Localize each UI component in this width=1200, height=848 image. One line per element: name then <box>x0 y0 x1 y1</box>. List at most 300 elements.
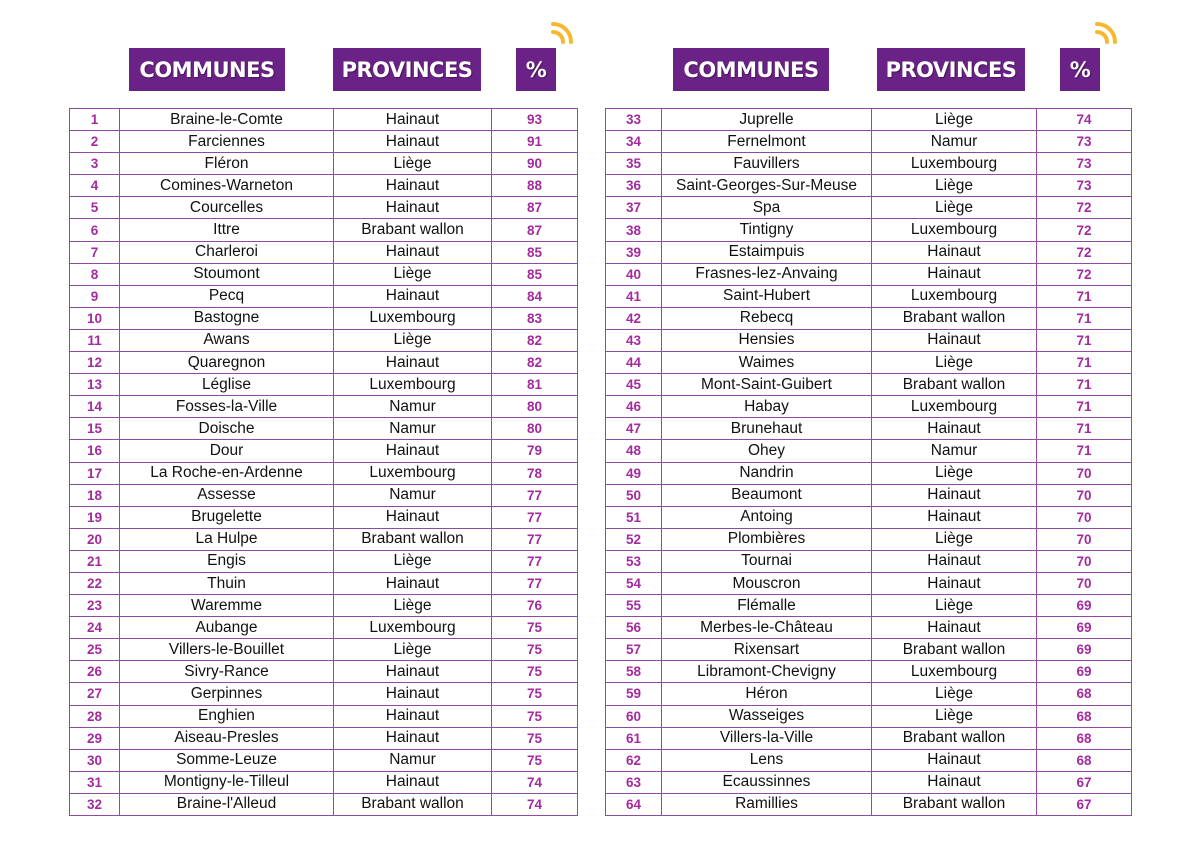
percent-cell: 73 <box>1037 131 1132 153</box>
province-cell: Liège <box>872 352 1037 374</box>
percent-cell: 71 <box>1037 352 1132 374</box>
table-row <box>70 109 578 131</box>
percent-cell: 77 <box>492 550 578 572</box>
rank-cell: 23 <box>70 595 120 617</box>
commune-cell: Antoing <box>662 506 872 528</box>
percent-cell: 74 <box>492 771 578 793</box>
province-cell: Luxembourg <box>334 374 492 396</box>
percent-cell: 77 <box>492 506 578 528</box>
table-row <box>70 285 578 307</box>
table-row <box>606 639 1132 661</box>
rank-cell: 28 <box>70 705 120 727</box>
province-cell: Namur <box>334 484 492 506</box>
table-row <box>70 617 578 639</box>
table-row <box>70 462 578 484</box>
commune-cell: Sivry-Rance <box>120 661 334 683</box>
percent-cell: 93 <box>492 109 578 131</box>
rank-cell: 4 <box>70 175 120 197</box>
rank-cell: 36 <box>606 175 662 197</box>
province-cell: Hainaut <box>872 572 1037 594</box>
province-cell: Luxembourg <box>872 396 1037 418</box>
province-cell: Hainaut <box>872 506 1037 528</box>
percent-cell: 76 <box>492 595 578 617</box>
rank-cell: 61 <box>606 727 662 749</box>
commune-cell: Mouscron <box>662 572 872 594</box>
header-communes-right: COMMUNES <box>673 48 829 91</box>
percent-cell: 68 <box>1037 683 1132 705</box>
table-row <box>70 352 578 374</box>
rank-cell: 51 <box>606 506 662 528</box>
table-row <box>606 771 1132 793</box>
commune-cell: Fléron <box>120 153 334 175</box>
commune-cell: Fosses-la-Ville <box>120 396 334 418</box>
table-row <box>606 241 1132 263</box>
province-cell: Brabant wallon <box>872 307 1037 329</box>
rank-cell: 22 <box>70 572 120 594</box>
percent-cell: 75 <box>492 749 578 771</box>
province-cell: Liège <box>334 639 492 661</box>
percent-cell: 77 <box>492 572 578 594</box>
percent-cell: 67 <box>1037 793 1132 815</box>
rank-cell: 46 <box>606 396 662 418</box>
percent-cell: 67 <box>1037 771 1132 793</box>
table-row <box>606 352 1132 374</box>
percent-cell: 85 <box>492 263 578 285</box>
rank-cell: 19 <box>70 506 120 528</box>
table-row <box>70 683 578 705</box>
percent-cell: 75 <box>492 661 578 683</box>
rank-cell: 60 <box>606 705 662 727</box>
table-row <box>70 153 578 175</box>
commune-cell: Brunehaut <box>662 418 872 440</box>
table-row <box>606 462 1132 484</box>
commune-cell: Plombières <box>662 528 872 550</box>
rank-cell: 18 <box>70 484 120 506</box>
province-cell: Hainaut <box>334 352 492 374</box>
commune-cell: Doische <box>120 418 334 440</box>
rank-cell: 41 <box>606 285 662 307</box>
percent-cell: 85 <box>492 241 578 263</box>
rank-cell: 35 <box>606 153 662 175</box>
rank-cell: 50 <box>606 484 662 506</box>
commune-cell: Merbes-le-Château <box>662 617 872 639</box>
province-cell: Liège <box>334 153 492 175</box>
table-row <box>70 528 578 550</box>
table-row <box>606 153 1132 175</box>
rank-cell: 37 <box>606 197 662 219</box>
table-row <box>70 440 578 462</box>
percent-cell: 69 <box>1037 617 1132 639</box>
rank-cell: 42 <box>606 307 662 329</box>
table-row <box>606 484 1132 506</box>
province-cell: Liège <box>872 109 1037 131</box>
rank-cell: 56 <box>606 617 662 639</box>
province-cell: Hainaut <box>334 506 492 528</box>
province-cell: Liège <box>872 528 1037 550</box>
commune-cell: Somme-Leuze <box>120 749 334 771</box>
rank-cell: 1 <box>70 109 120 131</box>
percent-cell: 70 <box>1037 528 1132 550</box>
commune-cell: Hensies <box>662 329 872 351</box>
rank-cell: 14 <box>70 396 120 418</box>
table-row <box>70 396 578 418</box>
province-cell: Luxembourg <box>872 153 1037 175</box>
province-cell: Brabant wallon <box>334 528 492 550</box>
commune-cell: Courcelles <box>120 197 334 219</box>
table-row <box>606 550 1132 572</box>
province-cell: Luxembourg <box>334 307 492 329</box>
table-row <box>606 572 1132 594</box>
province-cell: Hainaut <box>334 440 492 462</box>
table-row <box>70 572 578 594</box>
rank-cell: 25 <box>70 639 120 661</box>
table-row <box>70 771 578 793</box>
province-cell: Namur <box>334 418 492 440</box>
percent-cell: 72 <box>1037 263 1132 285</box>
province-cell: Hainaut <box>334 241 492 263</box>
table-row <box>70 241 578 263</box>
table-row <box>70 175 578 197</box>
percent-cell: 68 <box>1037 749 1132 771</box>
rank-cell: 63 <box>606 771 662 793</box>
percent-cell: 87 <box>492 197 578 219</box>
province-cell: Hainaut <box>872 241 1037 263</box>
province-cell: Hainaut <box>334 727 492 749</box>
ranking-table-left <box>69 108 578 816</box>
province-cell: Namur <box>334 396 492 418</box>
percent-cell: 73 <box>1037 175 1132 197</box>
table-row <box>606 396 1132 418</box>
province-cell: Hainaut <box>872 263 1037 285</box>
province-cell: Hainaut <box>872 329 1037 351</box>
table-row <box>70 418 578 440</box>
commune-cell: Waimes <box>662 352 872 374</box>
percent-cell: 90 <box>492 153 578 175</box>
commune-cell: Lens <box>662 749 872 771</box>
commune-cell: Nandrin <box>662 462 872 484</box>
commune-cell: Juprelle <box>662 109 872 131</box>
province-cell: Luxembourg <box>872 219 1037 241</box>
commune-cell: Libramont-Chevigny <box>662 661 872 683</box>
rank-cell: 10 <box>70 307 120 329</box>
province-cell: Hainaut <box>334 131 492 153</box>
commune-cell: Fauvillers <box>662 153 872 175</box>
table-row <box>606 219 1132 241</box>
table-row <box>606 617 1132 639</box>
percent-cell: 84 <box>492 285 578 307</box>
province-cell: Liège <box>872 683 1037 705</box>
header-communes-left: COMMUNES <box>129 48 285 91</box>
table-row <box>606 285 1132 307</box>
commune-cell: Fernelmont <box>662 131 872 153</box>
commune-cell: Comines-Warneton <box>120 175 334 197</box>
table-row <box>70 595 578 617</box>
commune-cell: Rebecq <box>662 307 872 329</box>
commune-cell: Aubange <box>120 617 334 639</box>
commune-cell: Braine-le-Comte <box>120 109 334 131</box>
percent-cell: 68 <box>1037 727 1132 749</box>
percent-cell: 75 <box>492 683 578 705</box>
province-cell: Luxembourg <box>334 617 492 639</box>
percent-cell: 72 <box>1037 219 1132 241</box>
province-cell: Hainaut <box>334 175 492 197</box>
wifi-signal-icon <box>1089 22 1125 56</box>
percent-cell: 88 <box>492 175 578 197</box>
commune-cell: Héron <box>662 683 872 705</box>
province-cell: Brabant wallon <box>872 793 1037 815</box>
province-cell: Brabant wallon <box>334 219 492 241</box>
commune-cell: Léglise <box>120 374 334 396</box>
table-row <box>606 749 1132 771</box>
rank-cell: 15 <box>70 418 120 440</box>
rank-cell: 11 <box>70 329 120 351</box>
commune-cell: Engis <box>120 550 334 572</box>
table-row <box>70 705 578 727</box>
table-row <box>70 374 578 396</box>
rank-cell: 54 <box>606 572 662 594</box>
commune-cell: Spa <box>662 197 872 219</box>
province-cell: Hainaut <box>334 661 492 683</box>
commune-cell: Ramillies <box>662 793 872 815</box>
province-cell: Liège <box>872 595 1037 617</box>
commune-cell: Enghien <box>120 705 334 727</box>
rank-cell: 62 <box>606 749 662 771</box>
percent-cell: 80 <box>492 418 578 440</box>
province-cell: Namur <box>334 749 492 771</box>
percent-cell: 73 <box>1037 153 1132 175</box>
percent-cell: 75 <box>492 639 578 661</box>
table-row <box>70 484 578 506</box>
rank-cell: 27 <box>70 683 120 705</box>
table-row <box>606 661 1132 683</box>
percent-cell: 69 <box>1037 639 1132 661</box>
commune-cell: Aiseau-Presles <box>120 727 334 749</box>
table-row <box>70 639 578 661</box>
commune-cell: La Hulpe <box>120 528 334 550</box>
percent-cell: 80 <box>492 396 578 418</box>
table-row <box>606 440 1132 462</box>
commune-cell: Villers-le-Bouillet <box>120 639 334 661</box>
province-cell: Hainaut <box>872 418 1037 440</box>
rank-cell: 3 <box>70 153 120 175</box>
rank-cell: 55 <box>606 595 662 617</box>
percent-cell: 71 <box>1037 329 1132 351</box>
commune-cell: Flémalle <box>662 595 872 617</box>
rank-cell: 43 <box>606 329 662 351</box>
commune-cell: Farciennes <box>120 131 334 153</box>
rank-cell: 17 <box>70 462 120 484</box>
commune-cell: Bastogne <box>120 307 334 329</box>
percent-cell: 71 <box>1037 440 1132 462</box>
rank-cell: 45 <box>606 374 662 396</box>
commune-cell: Brugelette <box>120 506 334 528</box>
percent-cell: 79 <box>492 440 578 462</box>
rank-cell: 52 <box>606 528 662 550</box>
percent-cell: 91 <box>492 131 578 153</box>
rank-cell: 24 <box>70 617 120 639</box>
percent-cell: 69 <box>1037 661 1132 683</box>
commune-cell: Villers-la-Ville <box>662 727 872 749</box>
rank-cell: 34 <box>606 131 662 153</box>
table-row <box>606 506 1132 528</box>
table-row <box>606 727 1132 749</box>
rank-cell: 40 <box>606 263 662 285</box>
province-cell: Namur <box>872 440 1037 462</box>
percent-cell: 83 <box>492 307 578 329</box>
province-cell: Liège <box>872 462 1037 484</box>
rank-cell: 49 <box>606 462 662 484</box>
commune-cell: Assesse <box>120 484 334 506</box>
header-percent-right: % <box>1060 48 1100 91</box>
province-cell: Brabant wallon <box>872 639 1037 661</box>
table-row <box>70 550 578 572</box>
table-row <box>70 661 578 683</box>
rank-cell: 29 <box>70 727 120 749</box>
province-cell: Liège <box>872 175 1037 197</box>
commune-cell: Beaumont <box>662 484 872 506</box>
commune-cell: Wasseiges <box>662 705 872 727</box>
percent-cell: 87 <box>492 219 578 241</box>
percent-cell: 72 <box>1037 241 1132 263</box>
rank-cell: 6 <box>70 219 120 241</box>
province-cell: Hainaut <box>334 705 492 727</box>
percent-cell: 82 <box>492 329 578 351</box>
province-cell: Hainaut <box>334 683 492 705</box>
rank-cell: 32 <box>70 793 120 815</box>
percent-cell: 78 <box>492 462 578 484</box>
commune-cell: Habay <box>662 396 872 418</box>
table-row <box>606 595 1132 617</box>
province-cell: Hainaut <box>872 771 1037 793</box>
percent-cell: 71 <box>1037 396 1132 418</box>
header-provinces-left: PROVINCES <box>333 48 481 91</box>
commune-cell: Quaregnon <box>120 352 334 374</box>
rank-cell: 48 <box>606 440 662 462</box>
table-row <box>606 793 1132 815</box>
commune-cell: Braine-l'Alleud <box>120 793 334 815</box>
table-row <box>606 683 1132 705</box>
commune-cell: Montigny-le-Tilleul <box>120 771 334 793</box>
rank-cell: 58 <box>606 661 662 683</box>
rank-cell: 5 <box>70 197 120 219</box>
commune-cell: Charleroi <box>120 241 334 263</box>
commune-cell: Thuin <box>120 572 334 594</box>
province-cell: Hainaut <box>334 197 492 219</box>
commune-cell: Saint-Hubert <box>662 285 872 307</box>
rank-cell: 8 <box>70 263 120 285</box>
commune-cell: Mont-Saint-Guibert <box>662 374 872 396</box>
province-cell: Liège <box>872 197 1037 219</box>
commune-cell: Tournai <box>662 550 872 572</box>
commune-cell: Frasnes-lez-Anvaing <box>662 263 872 285</box>
province-cell: Luxembourg <box>334 462 492 484</box>
commune-cell: La Roche-en-Ardenne <box>120 462 334 484</box>
rank-cell: 12 <box>70 352 120 374</box>
province-cell: Brabant wallon <box>872 374 1037 396</box>
commune-cell: Pecq <box>120 285 334 307</box>
percent-cell: 70 <box>1037 550 1132 572</box>
percent-cell: 74 <box>492 793 578 815</box>
percent-cell: 70 <box>1037 506 1132 528</box>
rank-cell: 21 <box>70 550 120 572</box>
table-row <box>70 506 578 528</box>
percent-cell: 71 <box>1037 374 1132 396</box>
percent-cell: 71 <box>1037 418 1132 440</box>
percent-cell: 71 <box>1037 307 1132 329</box>
province-cell: Liège <box>334 595 492 617</box>
header-percent-left: % <box>516 48 556 91</box>
wifi-signal-icon <box>545 22 581 56</box>
table-row <box>70 219 578 241</box>
province-cell: Brabant wallon <box>334 793 492 815</box>
province-cell: Hainaut <box>334 285 492 307</box>
rank-cell: 30 <box>70 749 120 771</box>
commune-cell: Waremme <box>120 595 334 617</box>
commune-cell: Ittre <box>120 219 334 241</box>
rank-cell: 38 <box>606 219 662 241</box>
percent-cell: 75 <box>492 727 578 749</box>
table-row <box>70 197 578 219</box>
rank-cell: 47 <box>606 418 662 440</box>
table-row <box>70 329 578 351</box>
province-cell: Hainaut <box>334 109 492 131</box>
commune-cell: Ohey <box>662 440 872 462</box>
percent-cell: 82 <box>492 352 578 374</box>
rank-cell: 2 <box>70 131 120 153</box>
province-cell: Namur <box>872 131 1037 153</box>
province-cell: Hainaut <box>872 749 1037 771</box>
province-cell: Hainaut <box>872 550 1037 572</box>
percent-cell: 68 <box>1037 705 1132 727</box>
header-provinces-right: PROVINCES <box>877 48 1025 91</box>
percent-cell: 77 <box>492 528 578 550</box>
percent-cell: 71 <box>1037 285 1132 307</box>
province-cell: Brabant wallon <box>872 727 1037 749</box>
table-row <box>606 374 1132 396</box>
percent-cell: 69 <box>1037 595 1132 617</box>
commune-cell: Tintigny <box>662 219 872 241</box>
commune-cell: Ecaussinnes <box>662 771 872 793</box>
commune-cell: Rixensart <box>662 639 872 661</box>
table-row <box>606 175 1132 197</box>
province-cell: Hainaut <box>334 572 492 594</box>
table-row <box>606 307 1132 329</box>
commune-cell: Saint-Georges-Sur-Meuse <box>662 175 872 197</box>
percent-cell: 75 <box>492 617 578 639</box>
table-row <box>606 418 1132 440</box>
rank-cell: 64 <box>606 793 662 815</box>
rank-cell: 59 <box>606 683 662 705</box>
percent-cell: 81 <box>492 374 578 396</box>
province-cell: Liège <box>872 705 1037 727</box>
table-row <box>70 263 578 285</box>
table-row <box>606 197 1132 219</box>
table-row <box>70 749 578 771</box>
province-cell: Liège <box>334 263 492 285</box>
percent-cell: 77 <box>492 484 578 506</box>
commune-cell: Stoumont <box>120 263 334 285</box>
table-row <box>70 793 578 815</box>
rank-cell: 26 <box>70 661 120 683</box>
percent-cell: 74 <box>1037 109 1132 131</box>
table-row <box>70 307 578 329</box>
rank-cell: 16 <box>70 440 120 462</box>
table-row <box>70 131 578 153</box>
rank-cell: 9 <box>70 285 120 307</box>
table-row <box>606 329 1132 351</box>
percent-cell: 72 <box>1037 197 1132 219</box>
percent-cell: 70 <box>1037 484 1132 506</box>
